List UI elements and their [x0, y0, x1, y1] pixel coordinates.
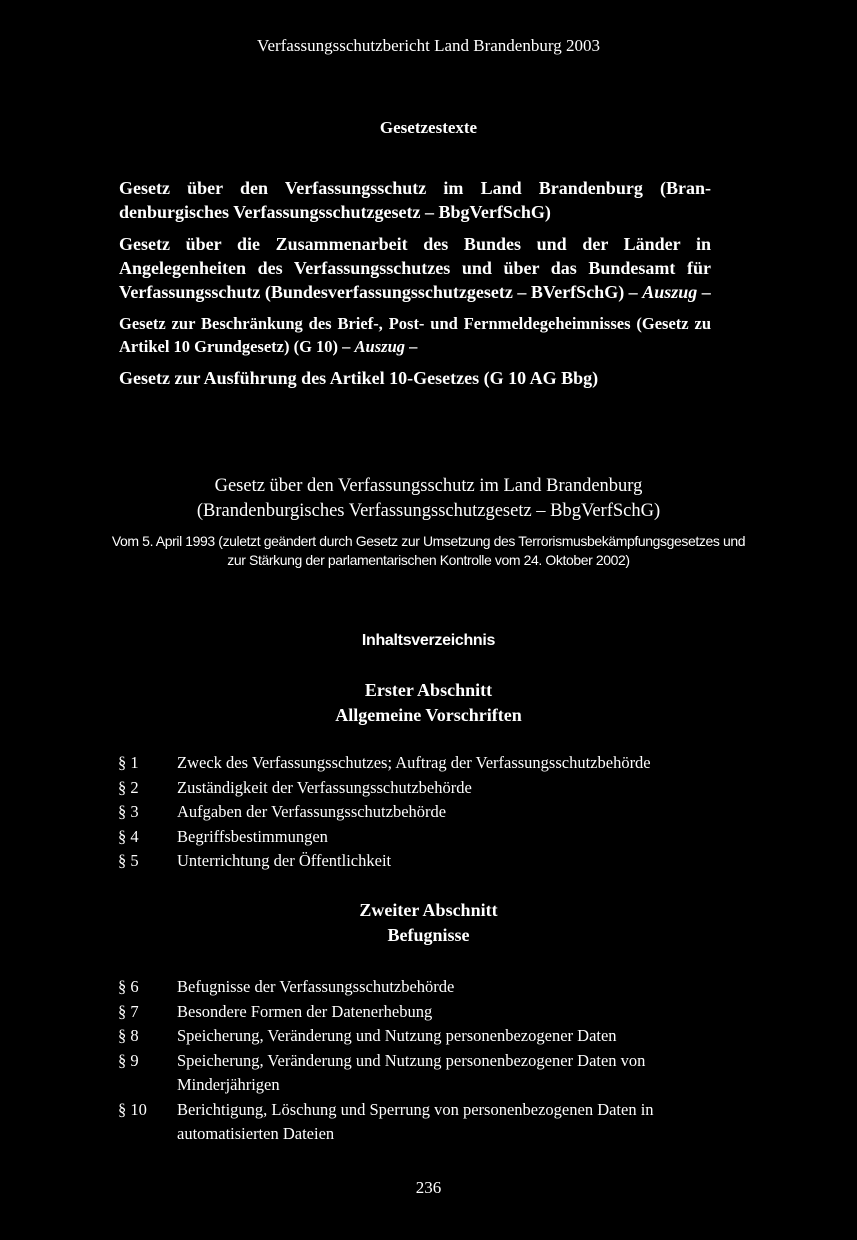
toc-entry: § 4 Begriffsbestimmungen [118, 826, 328, 846]
running-header: Verfassungsschutzbericht Land Brandenburg 2003 [257, 36, 600, 55]
section-title-first: Erster Abschnitt Allgemeine Vorschriften [335, 680, 522, 725]
excerpt-note: Auszug [642, 282, 698, 302]
toc-entry: § 3 Aufgaben der Verfassungsschutzbehörde [118, 802, 447, 821]
law-list-item: Gesetz zur Beschränkung des Brief-, Post- und Fernmeldegeheimnisses (Gesetz zu Artikel 10 Grundgesetz) (G 10) – Auszug – [119, 314, 711, 356]
law-title-line: (Brandenburgisches Verfassungsschutzgesetz – BbgVerfSchG) [196, 501, 661, 521]
toc-entry: § 8 Speicherung, Veränderung und Nutzung personenbezogener Daten [118, 1026, 617, 1045]
law-subtitle: Vom 5. April 1993 (zuletzt geändert durch Gesetz zur Umsetzung des Terrorismusbekämpfungsgesetzes und zur Stärkung der parlamentarischen Kontrolle vom 24. Oktober 2002) [111, 533, 746, 568]
toc-entry: § 9 Speicherung, Veränderung und Nutzung personenbezogener Daten von Minderjährigen [118, 1050, 646, 1094]
toc-entry: § 6 Befugnisse der Verfassungsschutzbehörde [118, 977, 455, 996]
law-list-item: Gesetz über den Verfassungsschutz im Land Brandenburg (Brandenburgisches Verfassungsschutzgesetz – BbgVerfSchG) [119, 178, 711, 222]
law-title-line: Gesetz über den Verfassungsschutz im Land Brandenburg [214, 476, 643, 496]
toc-entry: § 5 Unterrichtung der Öffentlichkeit [118, 851, 392, 870]
excerpt-note: Auszug [354, 337, 405, 356]
page-number: 236 [415, 1178, 442, 1197]
toc-entry: § 2 Zuständigkeit der Verfassungsschutzbehörde [118, 777, 472, 797]
section-heading: Gesetzestexte [379, 118, 478, 137]
toc-list-second [118, 975, 718, 1147]
toc-list-first [118, 751, 718, 874]
law-list-item: Gesetz über die Zusammenarbeit des Bundes und der Länder in Angelegenheiten des Verfassungsschutzes und über das Bundesamt für Verfassungsschutz (Bundesverfassungsschutzgesetz – BVerfSchG) – Auszug – [119, 234, 711, 302]
toc-entry: § 10 Berichtigung, Löschung und Sperrung von personenbezogenen Daten in automatisierten Dateien [118, 1099, 654, 1143]
toc-entry: § 7 Besondere Formen der Datenerhebung [118, 1001, 433, 1021]
toc-entry: § 1 Zweck des Verfassungsschutzes; Auftrag der Verfassungsschutzbehörde [118, 753, 651, 772]
law-list [119, 176, 711, 398]
law-title [100, 474, 757, 524]
law-list-item: Gesetz zur Ausführung des Artikel 10-Gesetzes (G 10 AG Bbg) [119, 368, 599, 388]
section-title-second: Zweiter Abschnitt Befugnisse [359, 900, 498, 945]
toc-heading: Inhaltsverzeichnis [361, 632, 496, 649]
